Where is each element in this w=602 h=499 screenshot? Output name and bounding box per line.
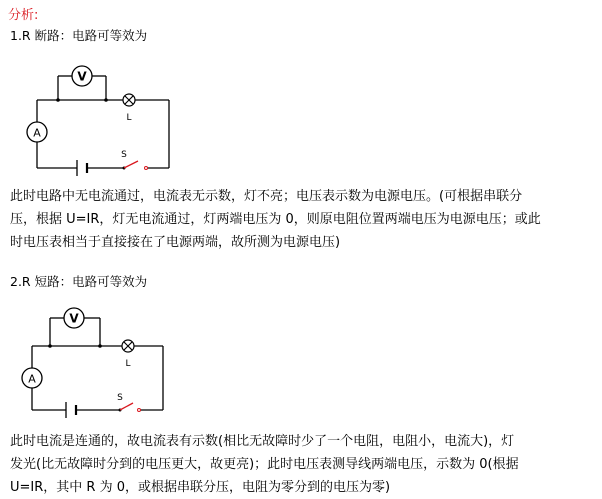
switch-label: S (117, 393, 123, 403)
circuit-diagram-short (14, 306, 174, 426)
switch-label: S (121, 150, 127, 160)
lamp-label: L (126, 113, 132, 123)
lamp-label: L (125, 359, 131, 369)
voltmeter (64, 308, 84, 328)
voltmeter-label: V (77, 69, 87, 84)
lamp (122, 340, 134, 369)
ammeter (22, 368, 42, 388)
section1-line: 时电压表相当于直接接在了电源两端，故所测为电源电压) (10, 235, 341, 250)
section2-title: 2.R 短路：电路可等效为 (10, 274, 148, 289)
section1-paragraph (10, 185, 541, 254)
voltmeter (72, 66, 92, 86)
section2-line: U=IR，其中 R 为 0，或根据串联分压，电阻为零分到的电压为零) (10, 480, 391, 495)
section2-line: 此时电流是连通的，故电流表有示数(相比无故障时少了一个电阻，电阻小，电流大)，灯 (10, 434, 515, 449)
section1-title: 1.R 断路：电路可等效为 (10, 28, 148, 43)
section2-paragraph (10, 430, 519, 499)
ammeter-label: A (28, 372, 36, 386)
switch-open (117, 393, 140, 412)
voltmeter-label: V (69, 311, 79, 326)
analysis-heading: 分析: (8, 8, 39, 23)
lamp (123, 94, 135, 123)
section2-line: 发光(比无故障时分到的电压更大，故更亮)；此时电压表测导线两端电压，示数为 0(根据 (10, 457, 519, 472)
ammeter-label: A (33, 126, 41, 140)
switch-open (121, 150, 147, 170)
ammeter (27, 122, 47, 142)
section1-line: 压，根据 U=IR，灯无电流通过，灯两端电压为 0，则原电阻位置两端电压为电源电压；或此 (10, 212, 541, 227)
section1-line: 此时电路中无电流通过，电流表无示数，灯不亮；电压表示数为电源电压。(可根据串联分 (10, 189, 523, 204)
circuit-diagram-open (20, 56, 180, 176)
